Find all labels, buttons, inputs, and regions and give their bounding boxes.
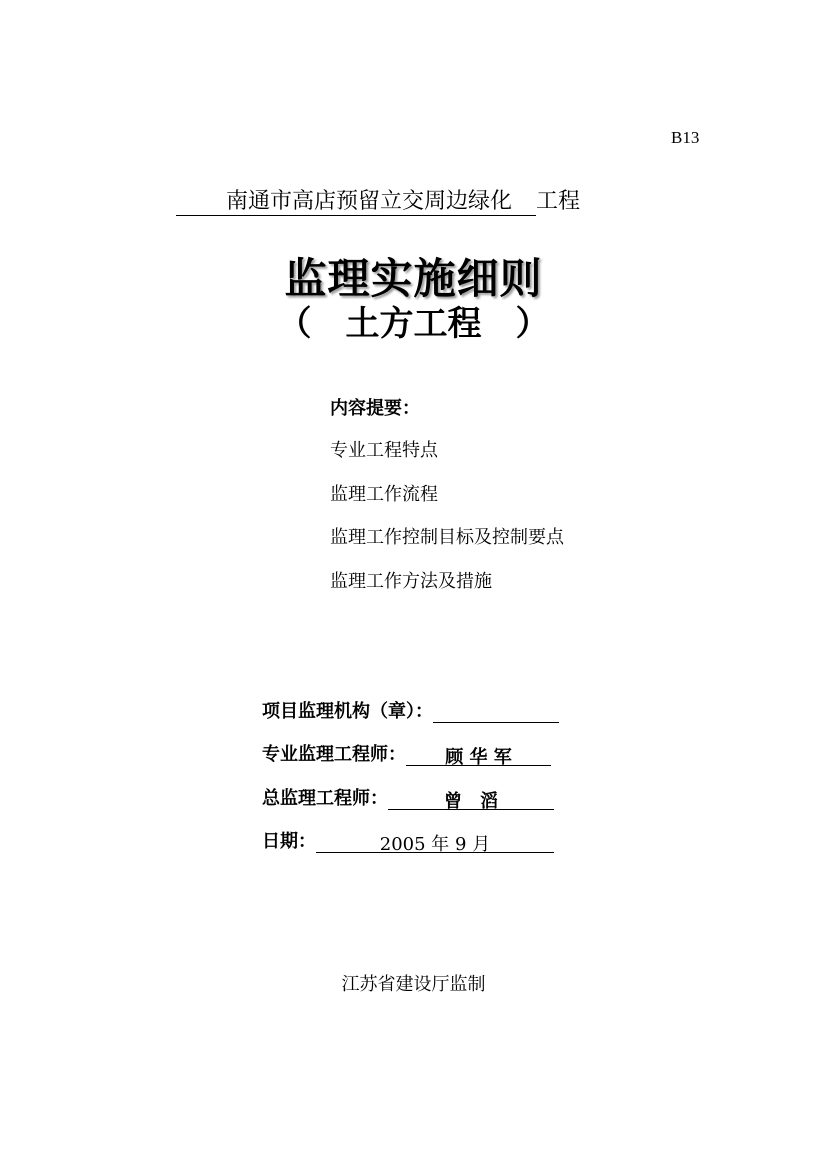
document-title: 监理实施细则 [284,254,543,303]
document-code: B13 [671,128,700,147]
project-name: 南通市高店预留立交周边绿化 [226,184,536,216]
contents-item: 监理工作流程 [330,484,438,505]
document-subtitle [0,296,827,345]
subtitle-close-paren: ） [515,304,550,344]
org-seal-row [262,697,559,723]
contents-heading: 内容提要： [330,398,420,419]
engineer-label: 专业监理工程师： [262,744,406,765]
subtitle-text: 土方工程 [345,304,482,344]
engineer-field: 顾 华 军 [406,743,551,766]
chief-engineer-label: 总监理工程师： [262,788,388,809]
date-label: 日期： [262,831,316,852]
org-seal-label: 项目监理机构（章）： [262,701,433,722]
org-seal-field [433,700,559,723]
contents-item: 监理工作控制目标及控制要点 [330,527,564,548]
contents-item: 专业工程特点 [330,440,438,461]
contents-item: 监理工作方法及措施 [330,571,492,592]
chief-engineer-row [262,784,554,810]
project-suffix: 工程 [536,189,581,214]
engineer-row [262,740,551,766]
chief-engineer-field: 曾 滔 [388,787,554,810]
project-line [176,184,580,214]
project-underline-lead [176,189,226,216]
date-field: 2005 年 9 月 [316,830,554,853]
subtitle-open-paren: （ [277,304,312,344]
date-row [262,827,554,853]
supervision-footer: 江苏省建设厅监制 [341,974,486,995]
